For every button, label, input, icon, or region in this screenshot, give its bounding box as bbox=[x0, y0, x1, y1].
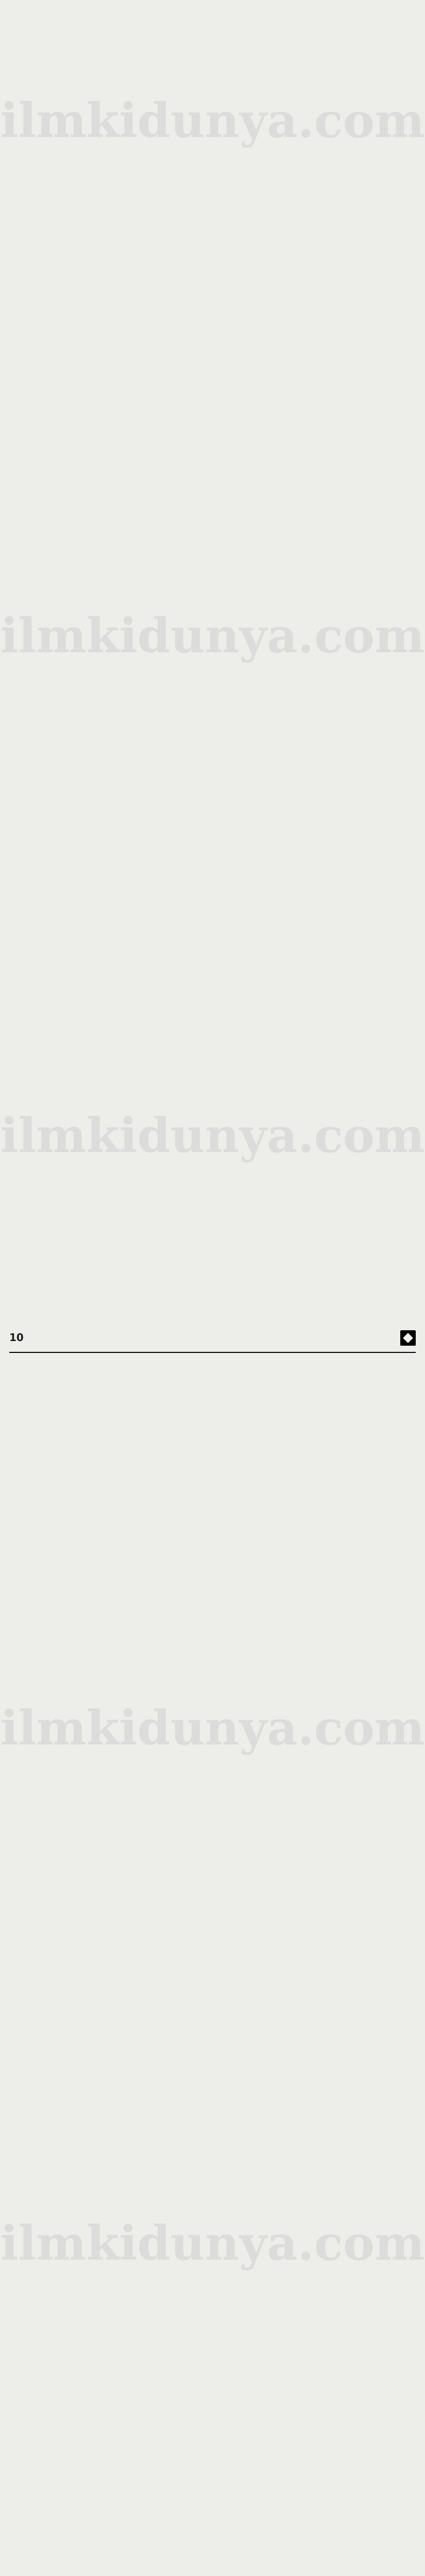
notes-part-one bbox=[9, 7, 416, 1316]
watermark: ilmkidunya.com bbox=[0, 1700, 425, 1756]
section-divider bbox=[9, 1352, 416, 1353]
watermark: ilmkidunya.com bbox=[0, 2215, 425, 2271]
watermark: ilmkidunya.com bbox=[0, 93, 425, 148]
question-number: 10 bbox=[9, 1331, 24, 1344]
watermark: ilmkidunya.com bbox=[0, 608, 425, 664]
question-marker-icon bbox=[400, 1330, 416, 1346]
watermark: ilmkidunya.com bbox=[0, 1108, 425, 1163]
notes-part-two bbox=[9, 1360, 416, 2576]
question-header bbox=[9, 1329, 416, 1350]
